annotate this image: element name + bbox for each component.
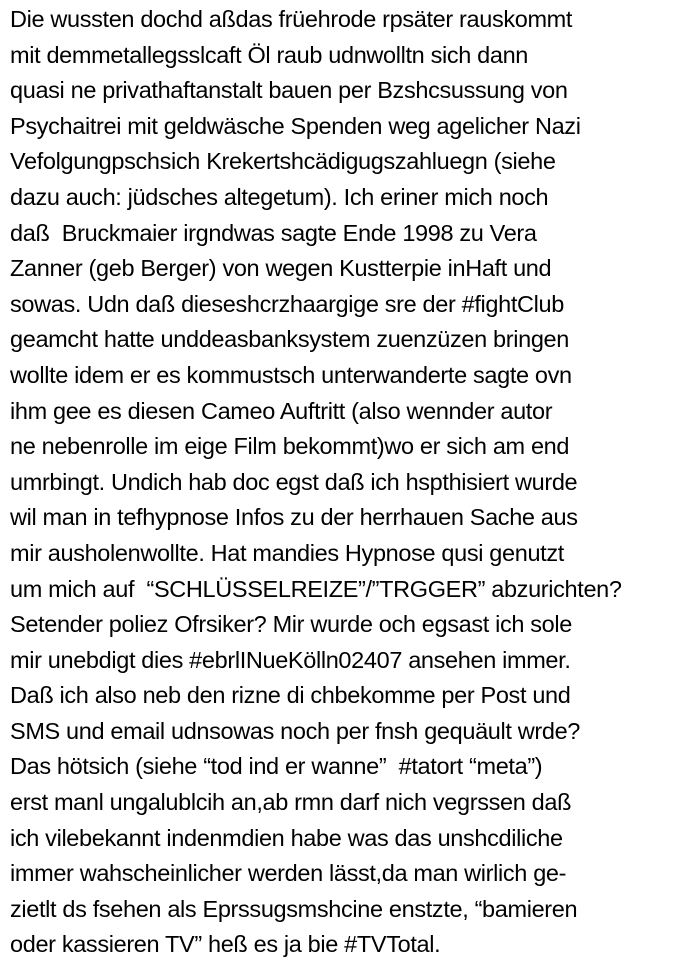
text-line-12: ihm gee es diesen Cameo Auftritt (also wennder autor (10, 397, 553, 424)
text-line-23: erst manl ungalublcih an,ab rmn darf nich vegrssen daß (10, 789, 572, 816)
text-line-21: SMS und email udnsowas noch per fnsh gequäult wrde? (10, 717, 581, 744)
text-line-7: daß Bruckmaier irgndwas sagte Ende 1998 zu Vera (10, 219, 537, 246)
text-line-4: Psychaitrei mit geldwäsche Spenden weg agelicher Nazi (10, 112, 581, 139)
text-line-19: mir unebdigt dies #ebrlINueKölln02407 ansehen immer. (10, 646, 571, 673)
text-line-18: Setender poliez Ofrsiker? Mir wurde och egsast ich sole (10, 611, 572, 638)
text-line-5: Vefolgungpschsich Krekertshcädigugszahluegn (siehe (10, 148, 556, 175)
text-line-17: um mich auf “SCHLÜSSELREIZE”/”TRGGER” abzurichten? (10, 575, 622, 602)
text-line-16: mir ausholenwollte. Hat mandies Hypnose qusi genutzt (10, 539, 564, 566)
text-line-20: Daß ich also neb den rizne di chbekomme per Post und (10, 682, 571, 709)
text-line-26: zietlt ds fsehen als Eprssugsmshcine enstzte, “bamieren (10, 895, 578, 922)
text-line-27: oder kassieren TV” heß es ja bie #TVTotal. (10, 931, 441, 958)
text-line-15: wil man in tefhypnose Infos zu der herrhauen Sache aus (10, 504, 578, 531)
text-line-6: dazu auch: jüdsches altegetum). Ich eriner mich noch (10, 183, 549, 210)
text-line-9: sowas. Udn daß dieseshcrzhaargige sre der #fightClub (10, 290, 564, 317)
text-line-8: Zanner (geb Berger) von wegen Kustterpie inHaft und (10, 255, 552, 282)
text-line-24: ich vilebekannt indenmdien habe was das unshcdiliche (10, 824, 563, 851)
text-line-22: Das hötsich (siehe “tod ind er wanne” #tatort “meta”) (10, 753, 543, 780)
body-text (10, 2, 682, 963)
text-line-3: quasi ne privathaftanstalt bauen per Bzshcsussung von (10, 77, 568, 104)
text-line-11: wollte idem er es kommustsch unterwanderte sagte ovn (10, 361, 572, 388)
text-line-10: geamcht hatte unddeasbanksystem zuenzüzen bringen (10, 326, 569, 353)
text-line-2: mit demmetallegsslcaft Öl raub udnwolltn sich dann (10, 41, 529, 68)
text-line-14: umrbingt. Undich hab doc egst daß ich hspthisiert wurde (10, 468, 578, 495)
text-line-13: ne nebenrolle im eige Film bekommt)wo er sich am end (10, 433, 570, 460)
text-line-1: Die wussten dochd aßdas früehrode rpsäter rauskommt (10, 6, 573, 32)
text-line-25: immer wahscheinlicher werden lässt,da man wirlich ge- (10, 860, 567, 887)
